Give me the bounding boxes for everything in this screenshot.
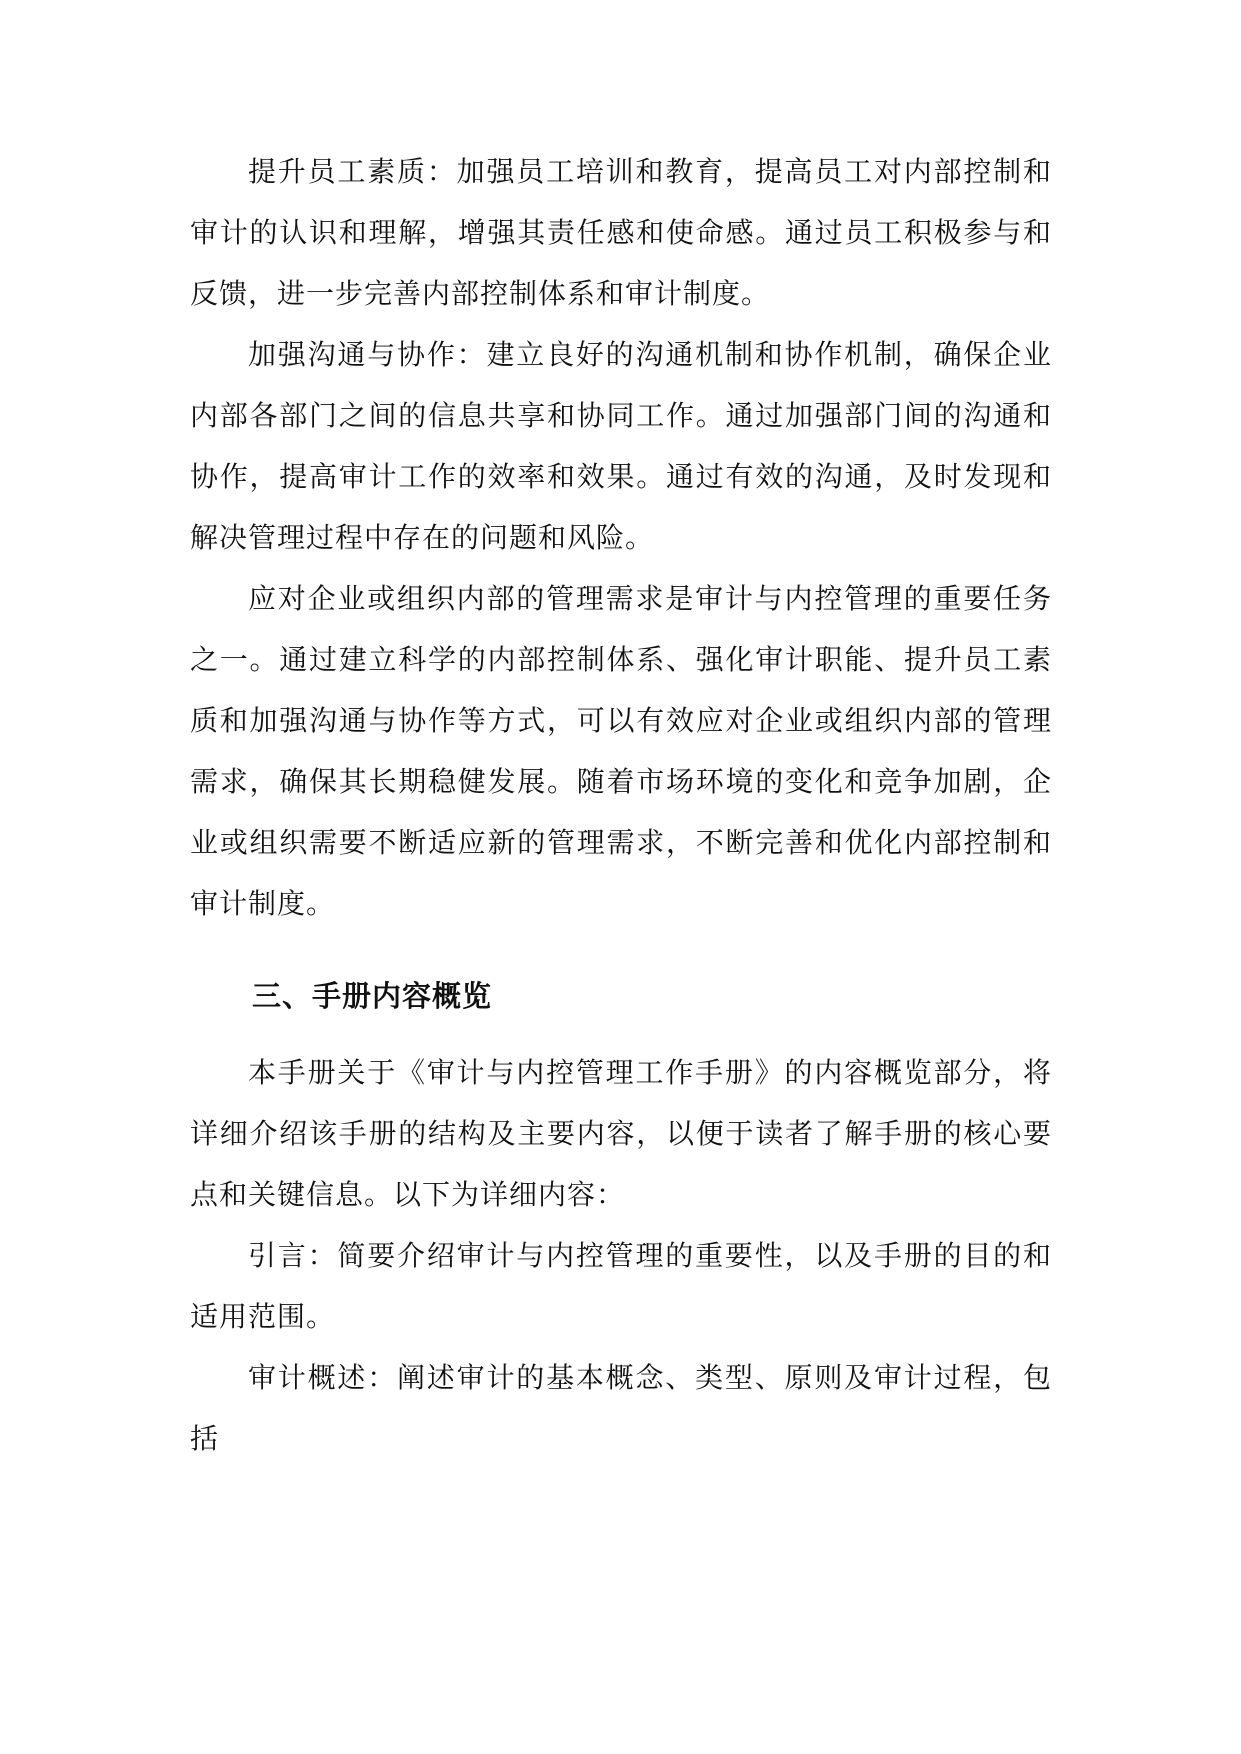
document-body	[190, 141, 1052, 1469]
paragraph-overview-intro: 本手册关于《审计与内控管理工作手册》的内容概览部分，将详细介绍该手册的结构及主要内容，以便于读者了解手册的核心要点和关键信息。以下为详细内容：	[190, 1056, 1052, 1211]
paragraph-audit-overview-item: 审计概述：阐述审计的基本概念、类型、原则及审计过程，包括	[190, 1361, 1052, 1455]
paragraph-management-needs: 应对企业或组织内部的管理需求是审计与内控管理的重要任务之一。通过建立科学的内部控制体系、强化审计职能、提升员工素质和加强沟通与协作等方式，可以有效应对企业或组织内部的管理需求，确保其长期稳健发展。随着市场环境的变化和竞争加剧，企业或组织需要不断适应新的管理需求，不断完善和优化内部控制和审计制度。	[190, 582, 1052, 920]
section-heading: 三、手册内容概览	[252, 979, 493, 1013]
paragraph-communication-collaboration: 加强沟通与协作：建立良好的沟通机制和协作机制，确保企业内部各部门之间的信息共享和协同工作。通过加强部门间的沟通和协作，提高审计工作的效率和效果。通过有效的沟通，及时发现和解决管理过程中存在的问题和风险。	[190, 338, 1052, 554]
paragraph-improve-staff-quality: 提升员工素质：加强员工培训和教育，提高员工对内部控制和审计的认识和理解，增强其责任感和使命感。通过员工积极参与和反馈，进一步完善内部控制体系和审计制度。	[190, 155, 1052, 310]
paragraph-introduction-item: 引言：简要介绍审计与内控管理的重要性，以及手册的目的和适用范围。	[190, 1239, 1052, 1333]
